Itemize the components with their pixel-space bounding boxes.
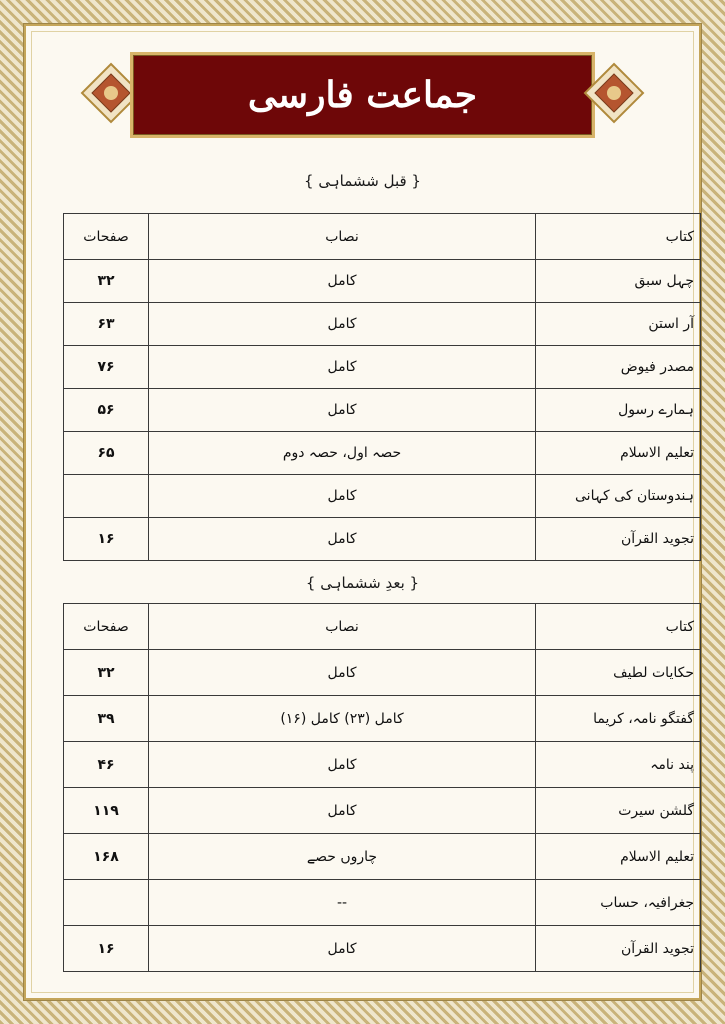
pages-cell: ۶۵ bbox=[64, 432, 149, 475]
nisab-cell: -- bbox=[149, 880, 536, 926]
nisab-cell: کامل bbox=[149, 788, 536, 834]
nisab-cell: کامل bbox=[149, 303, 536, 346]
table-row bbox=[64, 834, 701, 880]
section-heading-after: { بعدِ ششماہی } bbox=[305, 574, 420, 592]
right-ornament-icon bbox=[583, 62, 645, 124]
table-row bbox=[64, 926, 701, 972]
table-header-row bbox=[64, 214, 701, 260]
table-before-midterm bbox=[63, 213, 701, 561]
table-header-row bbox=[64, 604, 701, 650]
header-nisab: نصاب bbox=[149, 604, 536, 650]
book-cell: گفتگو نامہ، کریما bbox=[536, 696, 701, 742]
pages-cell: ۳۹ bbox=[64, 696, 149, 742]
pages-cell: ۷۶ bbox=[64, 346, 149, 389]
book-cell: جغرافیہ، حساب bbox=[536, 880, 701, 926]
pages-cell: ۱۶۸ bbox=[64, 834, 149, 880]
title-banner bbox=[80, 52, 645, 138]
pages-cell: ۶۳ bbox=[64, 303, 149, 346]
nisab-cell: کامل bbox=[149, 346, 536, 389]
table-after-midterm bbox=[63, 603, 701, 972]
book-cell: تجوید القرآن bbox=[536, 518, 701, 561]
table-row bbox=[64, 742, 701, 788]
table-row bbox=[64, 432, 701, 475]
book-cell: تعلیم الاسلام bbox=[536, 834, 701, 880]
title-box bbox=[130, 52, 595, 138]
book-cell: ہندوستان کی کہانی bbox=[536, 475, 701, 518]
table-row bbox=[64, 650, 701, 696]
nisab-cell: کامل (۲۳) کامل (۱۶) bbox=[149, 696, 536, 742]
pages-cell bbox=[64, 880, 149, 926]
nisab-cell: کامل bbox=[149, 742, 536, 788]
table-row bbox=[64, 260, 701, 303]
table-row bbox=[64, 788, 701, 834]
nisab-cell: کامل bbox=[149, 518, 536, 561]
table-row bbox=[64, 346, 701, 389]
section-heading-before: { قبل ششماہی } bbox=[304, 172, 421, 190]
nisab-cell: کامل bbox=[149, 650, 536, 696]
table-row bbox=[64, 303, 701, 346]
table-row bbox=[64, 389, 701, 432]
nisab-cell: کامل bbox=[149, 475, 536, 518]
nisab-cell: کامل bbox=[149, 389, 536, 432]
book-cell: تعلیم الاسلام bbox=[536, 432, 701, 475]
page-title: جماعت فارسی bbox=[247, 74, 478, 116]
pages-cell: ۴۶ bbox=[64, 742, 149, 788]
pages-cell: ۱۱۹ bbox=[64, 788, 149, 834]
header-nisab: نصاب bbox=[149, 214, 536, 260]
nisab-cell: چاروں حصے bbox=[149, 834, 536, 880]
book-cell: چہل سبق bbox=[536, 260, 701, 303]
table-row bbox=[64, 696, 701, 742]
book-cell: ہمارے رسول bbox=[536, 389, 701, 432]
header-pages: صفحات bbox=[64, 214, 149, 260]
header-book: کتاب bbox=[536, 604, 701, 650]
header-book: کتاب bbox=[536, 214, 701, 260]
header-pages: صفحات bbox=[64, 604, 149, 650]
nisab-cell: کامل bbox=[149, 926, 536, 972]
book-cell: مصدر فیوض bbox=[536, 346, 701, 389]
book-cell: حکایات لطیف bbox=[536, 650, 701, 696]
nisab-cell: کامل bbox=[149, 260, 536, 303]
book-cell: گلشن سیرت bbox=[536, 788, 701, 834]
table-row bbox=[64, 518, 701, 561]
book-cell: تجوید القرآن bbox=[536, 926, 701, 972]
pages-cell: ۱۶ bbox=[64, 518, 149, 561]
table-row bbox=[64, 475, 701, 518]
pages-cell: ۳۲ bbox=[64, 650, 149, 696]
pages-cell: ۵۶ bbox=[64, 389, 149, 432]
nisab-cell: حصہ اول، حصہ دوم bbox=[149, 432, 536, 475]
table-row bbox=[64, 880, 701, 926]
book-cell: پند نامہ bbox=[536, 742, 701, 788]
pages-cell: ۱۶ bbox=[64, 926, 149, 972]
book-cell: آر استن bbox=[536, 303, 701, 346]
pages-cell: ۳۲ bbox=[64, 260, 149, 303]
pages-cell bbox=[64, 475, 149, 518]
